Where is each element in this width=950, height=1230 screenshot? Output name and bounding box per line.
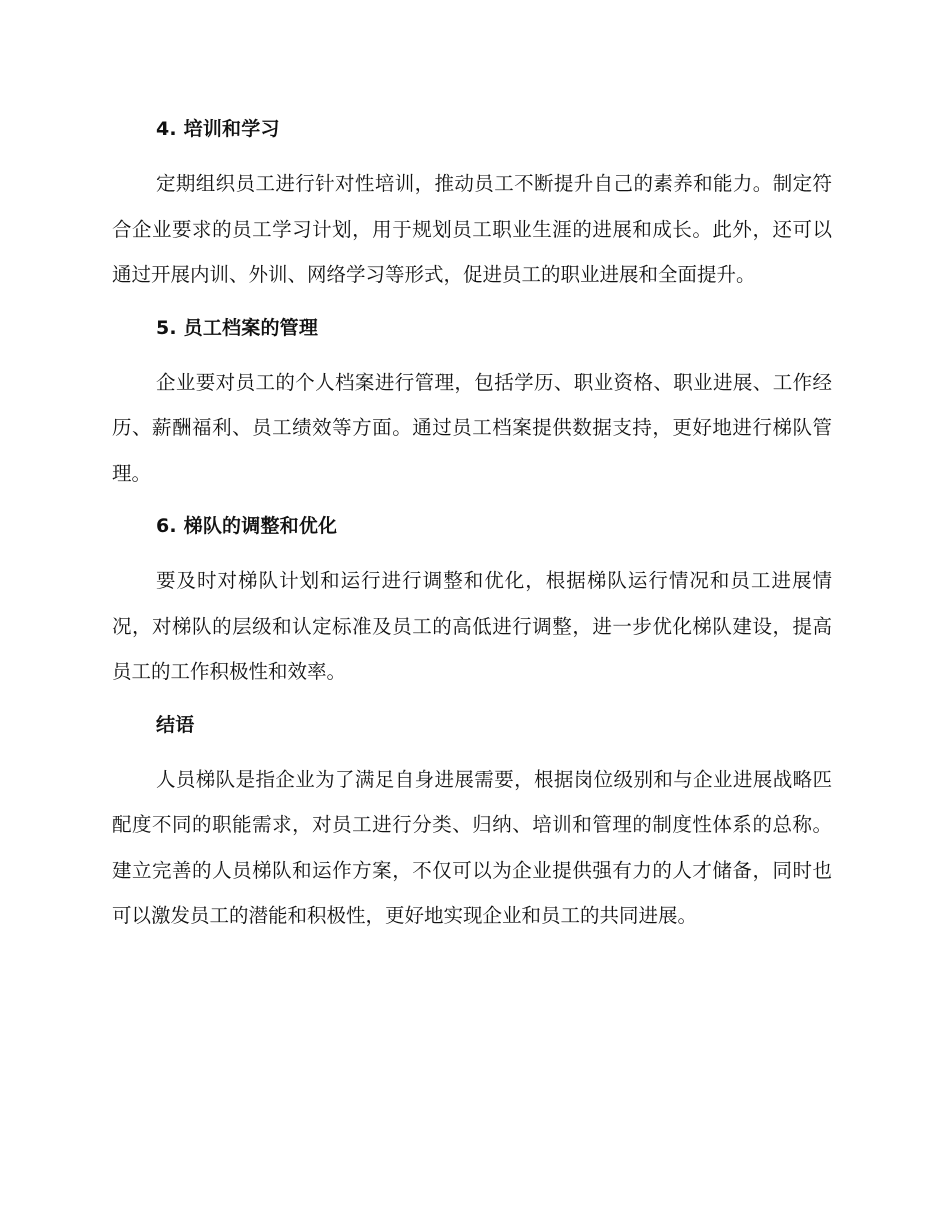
section-conclusion [112, 707, 832, 939]
section-heading: 4. 培训和学习 [156, 118, 280, 140]
section-adjustment [112, 508, 832, 695]
section-paragraph: 定期组织员工进行针对性培训，推动员工不断提升自己的素养和能力。制定符合企业要求的员工学习计划，用于规划员工职业生涯的进展和成长。此外，还可以通过开展内训、外训、网络学习等形式，促进员工的职业进展和全面提升。 [112, 172, 832, 286]
section-heading: 5. 员工档案的管理 [156, 316, 319, 339]
document-body [112, 111, 832, 951]
section-heading: 6. 梯队的调整和优化 [156, 515, 338, 537]
section-paragraph: 人员梯队是指企业为了满足自身进展需要，根据岗位级别和与企业进展战略匹配度不同的职能需求，对员工进行分类、归纳、培训和管理的制度性体系的总称。建立完善的人员梯队和运作方案，不仅可以为企业提供强有力的人才储备，同时也可以激发员工的潜能和积极性，更好地实现企业和员工的共同进展。 [112, 767, 832, 927]
section-employee-records [112, 310, 832, 497]
section-paragraph: 企业要对员工的个人档案进行管理，包括学历、职业资格、职业进展、工作经历、薪酬福利、员工绩效等方面。通过员工档案提供数据支持，更好地进行梯队管理。 [112, 370, 832, 485]
section-heading: 结语 [156, 713, 195, 736]
section-paragraph: 要及时对梯队计划和运行进行调整和优化，根据梯队运行情况和员工进展情况，对梯队的层级和认定标准及员工的高低进行调整，进一步优化梯队建设，提高员工的工作积极性和效率。 [112, 569, 832, 683]
section-training [112, 111, 832, 298]
